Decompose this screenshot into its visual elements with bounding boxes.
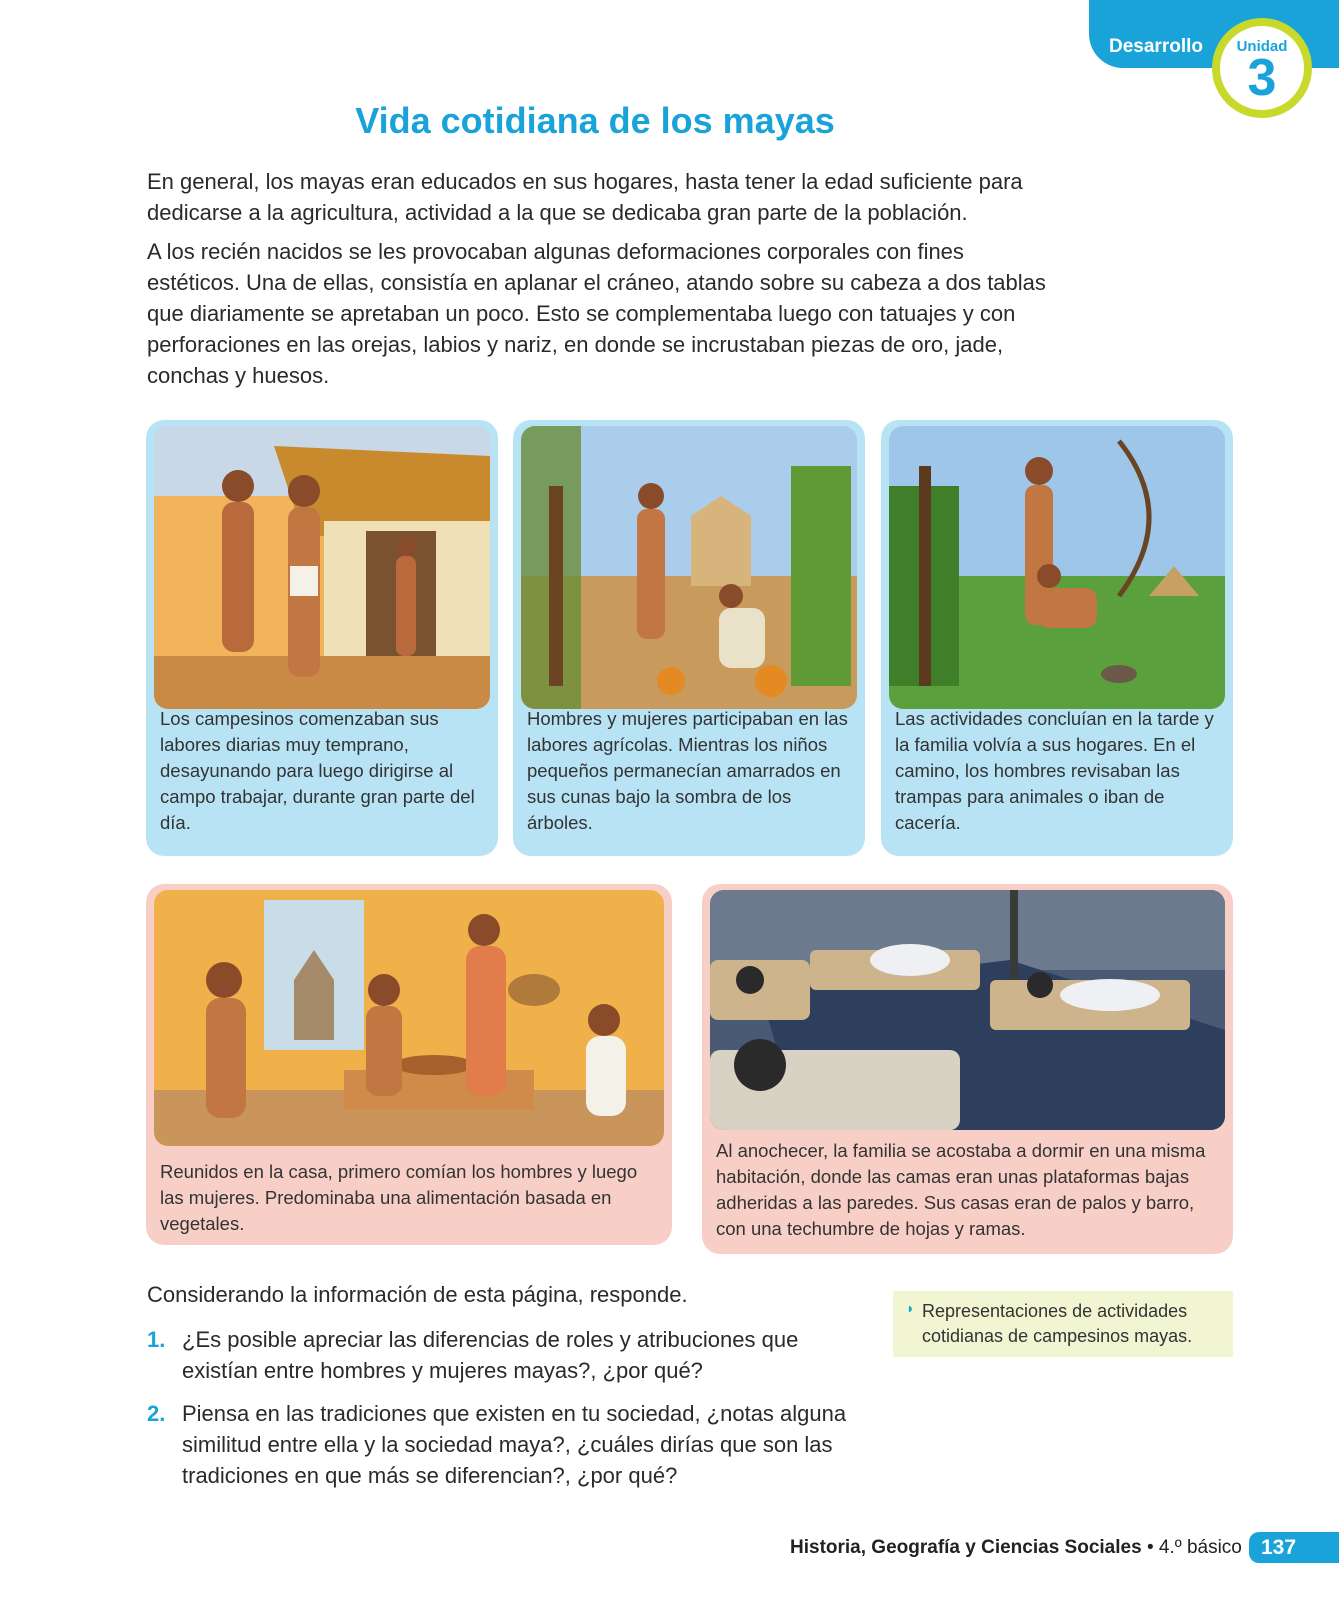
image-caption-text: Representaciones de actividades cotidianas de campesinos mayas. (922, 1301, 1193, 1346)
footer-separator: • (1146, 1537, 1159, 1558)
card-caption: Hombres y mujeres participaban en las labores agrícolas. Mientras los niños pequeños permanecían amarrados en sus cunas bajo la sombra de los árboles. (527, 708, 848, 833)
illustration-agriculture (521, 426, 857, 709)
footer-subject (790, 1537, 1242, 1559)
page-title: Vida cotidiana de los mayas (355, 100, 835, 141)
activity-card-hunting (881, 420, 1233, 856)
unit-number: 3 (1247, 49, 1277, 107)
body-paragraph: A los recién nacidos se les provocaban algunas deformaciones corporales con fines estéticos. Una de ellas, consistía en aplanar el cráneo, atando sobre su cabeza a dos tablas que diariamente se apretaban un poco. Esto se complementaba luego con tatuajes y con perforaciones en las orejas, labios y nariz, en donde se incrustaban piezas de oro, jade, conchas y huesos. (147, 239, 1046, 388)
intro-paragraph: En general, los mayas eran educados en sus hogares, hasta tener la edad suficiente para dedicarse a la agricultura, actividad a la que se dedicaba gran parte de la población. (147, 169, 1023, 225)
activity-card-morning (146, 420, 498, 856)
section-label: Desarrollo (1109, 36, 1203, 57)
activity-card-meal (146, 884, 672, 1245)
activity-card-farming (513, 420, 865, 856)
card-caption: Reunidos en la casa, primero comían los hombres y luego las mujeres. Predominaba una alimentación basada en vegetales. (160, 1161, 638, 1234)
page-number: 137 (1249, 1532, 1339, 1563)
illustration-sleeping-family (710, 890, 1225, 1130)
question-text: Piensa en las tradiciones que existen en tu sociedad, ¿notas alguna similitud entre ella y la sociedad maya?, ¿cuáles dirías que son las tradiciones en que más se diferencian?, ¿por qué? (182, 1401, 847, 1488)
question-number: 2. (147, 1401, 166, 1426)
card-caption: Las actividades concluían en la tarde y la familia volvía a sus hogares. En el camino, los hombres revisaban las trampas para animales o iban de cacería. (895, 708, 1214, 833)
footer-grade: 4.º básico (1158, 1537, 1242, 1558)
question-item (147, 1324, 847, 1386)
unit-label: Unidad (1236, 38, 1288, 55)
questions-intro: Considerando la información de esta página, responde. (147, 1282, 688, 1307)
question-number: 1. (147, 1327, 166, 1352)
card-caption: Al anochecer, la familia se acostaba a dormir en una misma habitación, donde las camas eran unas plataformas bajas adheridas a las paredes. Sus casas eran de palos y barro, con una techumbre de hojas y ramas. (716, 1140, 1206, 1239)
footer-subject-name: Historia, Geografía y Ciencias Sociales (790, 1537, 1142, 1558)
illustration-family-meal (154, 890, 664, 1146)
illustration-farmers-leaving (154, 426, 490, 709)
activity-card-night (702, 884, 1233, 1254)
card-caption: Los campesinos comenzaban sus labores diarias muy temprano, desayunando para luego dirigirse al campo trabajar, durante gran parte del día. (160, 708, 475, 833)
question-text: ¿Es posible apreciar las diferencias de roles y atribuciones que existían entre hombres y mujeres mayas?, ¿por qué? (182, 1327, 799, 1383)
illustration-hunting (889, 426, 1225, 709)
question-item (147, 1398, 847, 1491)
bullet-arrow-icon: ◗ (906, 1300, 915, 1316)
